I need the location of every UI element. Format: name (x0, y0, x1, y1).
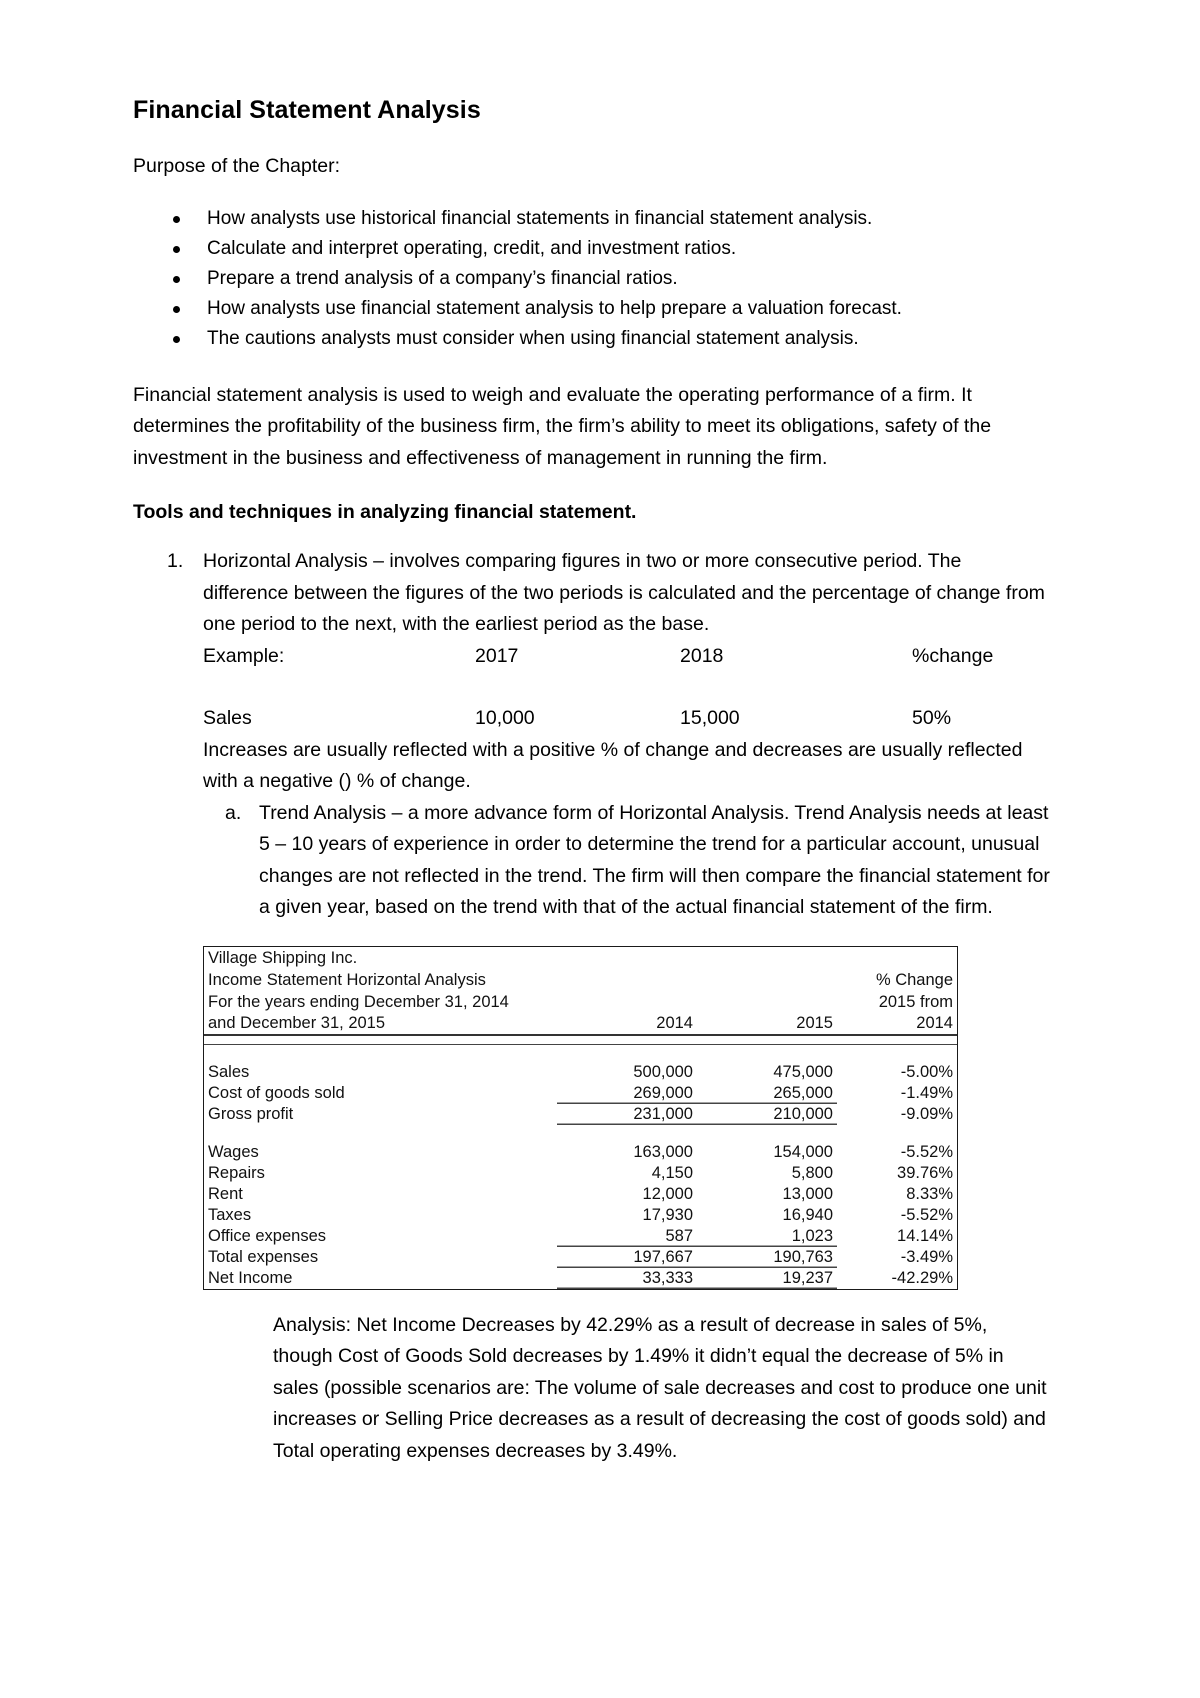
row-2015: 475,000 (773, 1062, 833, 1081)
blank-cell (557, 969, 697, 991)
row-pct: -42.29% (891, 1268, 953, 1287)
purpose-bullet-list (133, 204, 1050, 354)
list-item (171, 204, 1050, 234)
row-2014: 12,000 (642, 1184, 693, 1203)
table-row (204, 1163, 957, 1184)
bullet-text: Prepare a trend analysis of a company’s financial ratios. (207, 267, 678, 289)
example-col-pctchange: %change (912, 644, 994, 667)
bullet-text: How analysts use historical financial statements in financial statement analysis. (207, 207, 873, 229)
example-row-2018: 15,000 (680, 707, 740, 730)
table-period-line2: and December 31, 2015 (204, 1013, 557, 1035)
increases-note: Increases are usually reflected with a positive % of change and decreases are usually reflected with a negative () % of change. (203, 738, 1023, 793)
horizontal-analysis-text: Horizontal Analysis – involves comparing figures in two or more consecutive period. The difference between the figures of the two periods is calculated and the percentage of change from one period to the next, with the earliest period as the base. (203, 550, 1045, 636)
row-pct: -9.09% (900, 1104, 953, 1123)
row-label: Repairs (208, 1163, 265, 1182)
blank-cell (557, 991, 697, 1013)
row-2014: 269,000 (557, 1083, 697, 1104)
row-label: Cost of goods sold (208, 1083, 345, 1102)
row-pct: -5.52% (900, 1205, 953, 1224)
table-row (204, 1142, 957, 1163)
row-2014: 197,667 (557, 1247, 697, 1268)
row-label: Net Income (208, 1268, 293, 1287)
table-row (204, 991, 957, 1013)
table-company-name: Village Shipping Inc. (208, 948, 358, 967)
row-label: Office expenses (208, 1226, 327, 1245)
row-pct: 14.14% (897, 1226, 953, 1245)
row-2015: 5,800 (791, 1163, 833, 1182)
row-2015: 13,000 (782, 1184, 833, 1203)
table-row (204, 1247, 957, 1268)
purpose-label: Purpose of the Chapter: (133, 154, 341, 177)
row-pct: -3.49% (900, 1247, 953, 1266)
row-2015: 19,237 (697, 1268, 837, 1289)
table-row (204, 1104, 957, 1125)
spacer-cell (204, 1044, 957, 1062)
pct-header-line2: 2015 from (878, 992, 953, 1011)
page-title: Financial Statement Analysis (133, 96, 481, 124)
row-pct: -1.49% (900, 1083, 953, 1102)
list-item (171, 234, 1050, 264)
example-row-pct: 50% (912, 707, 952, 730)
table-header-row (204, 1013, 957, 1035)
table-row (204, 1083, 957, 1104)
example-row-label: Sales (203, 707, 252, 730)
col-header-2015: 2015 (697, 1013, 837, 1035)
analysis-paragraph: Analysis: Net Income Decreases by 42.29% as a result of decrease in sales of 5%, though Cost of Goods Sold decreases by 1.49% it didn’t equal the decrease of 5% in sales (possible scenarios are: The volume of sale decreases and cost to produce one unit increases or Selling Price decreases as a result of decreasing the cost of goods sold) and Total operating expenses decreases by 3.49%. (273, 1313, 1047, 1462)
bullet-text: Calculate and interpret operating, credit, and investment ratios. (207, 237, 737, 259)
bullet-text: How analysts use financial statement analysis to help prepare a valuation forecast. (207, 297, 902, 319)
list-item (171, 264, 1050, 294)
blank-cell (697, 991, 837, 1013)
example-label: Example: (203, 644, 285, 667)
spacer-cell (204, 1125, 957, 1142)
table-row (204, 1205, 957, 1226)
table-row (204, 1268, 957, 1289)
spacer-row (204, 1044, 957, 1062)
list-item (171, 294, 1050, 324)
row-label: Gross profit (208, 1104, 294, 1123)
table-row (204, 947, 957, 969)
numbered-list (133, 546, 1050, 1467)
intro-paragraph: Financial statement analysis is used to weigh and evaluate the operating performance of a firm. It determines the profitability of the business firm, the firm’s ability to meet its obligations, safety of the investment in the business and effectiveness of management in running the firm. (133, 383, 992, 469)
list-item-trend-analysis (225, 798, 1050, 924)
row-label: Wages (208, 1142, 259, 1161)
row-2014: 587 (557, 1226, 697, 1247)
row-2014: 163,000 (633, 1142, 693, 1161)
row-2014: 500,000 (633, 1062, 693, 1081)
row-pct: 39.76% (897, 1163, 953, 1182)
example-spacer (203, 672, 1050, 703)
tools-heading: Tools and techniques in analyzing financial statement. (133, 501, 637, 524)
row-2015: 16,940 (782, 1205, 833, 1224)
row-2015: 1,023 (697, 1226, 837, 1247)
row-pct: -5.00% (900, 1062, 953, 1081)
blank-cell (837, 947, 957, 969)
table-row (204, 1062, 957, 1083)
row-2015: 265,000 (697, 1083, 837, 1104)
row-label: Sales (208, 1062, 250, 1081)
income-statement-table (204, 947, 957, 1289)
blank-cell (697, 969, 837, 991)
bullet-text: The cautions analysts must consider when using financial statement analysis. (207, 327, 859, 349)
list-marker: 1. (167, 550, 184, 573)
table-row (204, 1226, 957, 1247)
table-subtitle: Income Statement Horizontal Analysis (208, 970, 486, 989)
table-period-line1: For the years ending December 31, 2014 (208, 992, 509, 1011)
row-2015: 154,000 (773, 1142, 833, 1161)
row-2014: 17,930 (642, 1205, 693, 1224)
row-2014: 4,150 (651, 1163, 693, 1182)
row-2015: 210,000 (697, 1104, 837, 1125)
example-col-2018: 2018 (680, 644, 724, 667)
example-col-2017: 2017 (475, 644, 519, 667)
blank-cell (557, 947, 697, 969)
table-row (204, 969, 957, 991)
row-2014: 231,000 (557, 1104, 697, 1125)
example-row-2017: 10,000 (475, 707, 535, 730)
row-pct: 8.33% (906, 1184, 953, 1203)
row-label: Taxes (208, 1205, 252, 1224)
pct-header-line3: 2014 (837, 1013, 957, 1035)
col-header-2014: 2014 (557, 1013, 697, 1035)
blank-cell (697, 947, 837, 969)
row-label: Rent (208, 1184, 243, 1203)
example-sales-row (203, 703, 1050, 735)
spacer-row (204, 1125, 957, 1142)
header-separator (204, 1035, 957, 1045)
row-2014: 33,333 (557, 1268, 697, 1289)
table-row (204, 1184, 957, 1205)
list-item-horizontal-analysis (167, 546, 1050, 1467)
sub-list (203, 798, 1050, 924)
separator-cell (204, 1035, 957, 1045)
financial-table-container (203, 946, 958, 1290)
trend-analysis-text: Trend Analysis – a more advance form of Horizontal Analysis. Trend Analysis needs at least 5 – 10 years of experience in order to determine the trend for a particular account, unusual changes are not reflected in the trend. The firm will then compare the financial statement for a given year, based on the trend with that of the actual financial statement of the firm. (259, 801, 1050, 919)
pct-header-line1: % Change (875, 970, 953, 989)
list-item (171, 324, 1050, 354)
sublist-marker: a. (225, 801, 242, 824)
example-grid (203, 641, 1050, 673)
row-pct: -5.52% (900, 1142, 953, 1161)
row-2015: 190,763 (697, 1247, 837, 1268)
row-label: Total expenses (208, 1247, 319, 1266)
